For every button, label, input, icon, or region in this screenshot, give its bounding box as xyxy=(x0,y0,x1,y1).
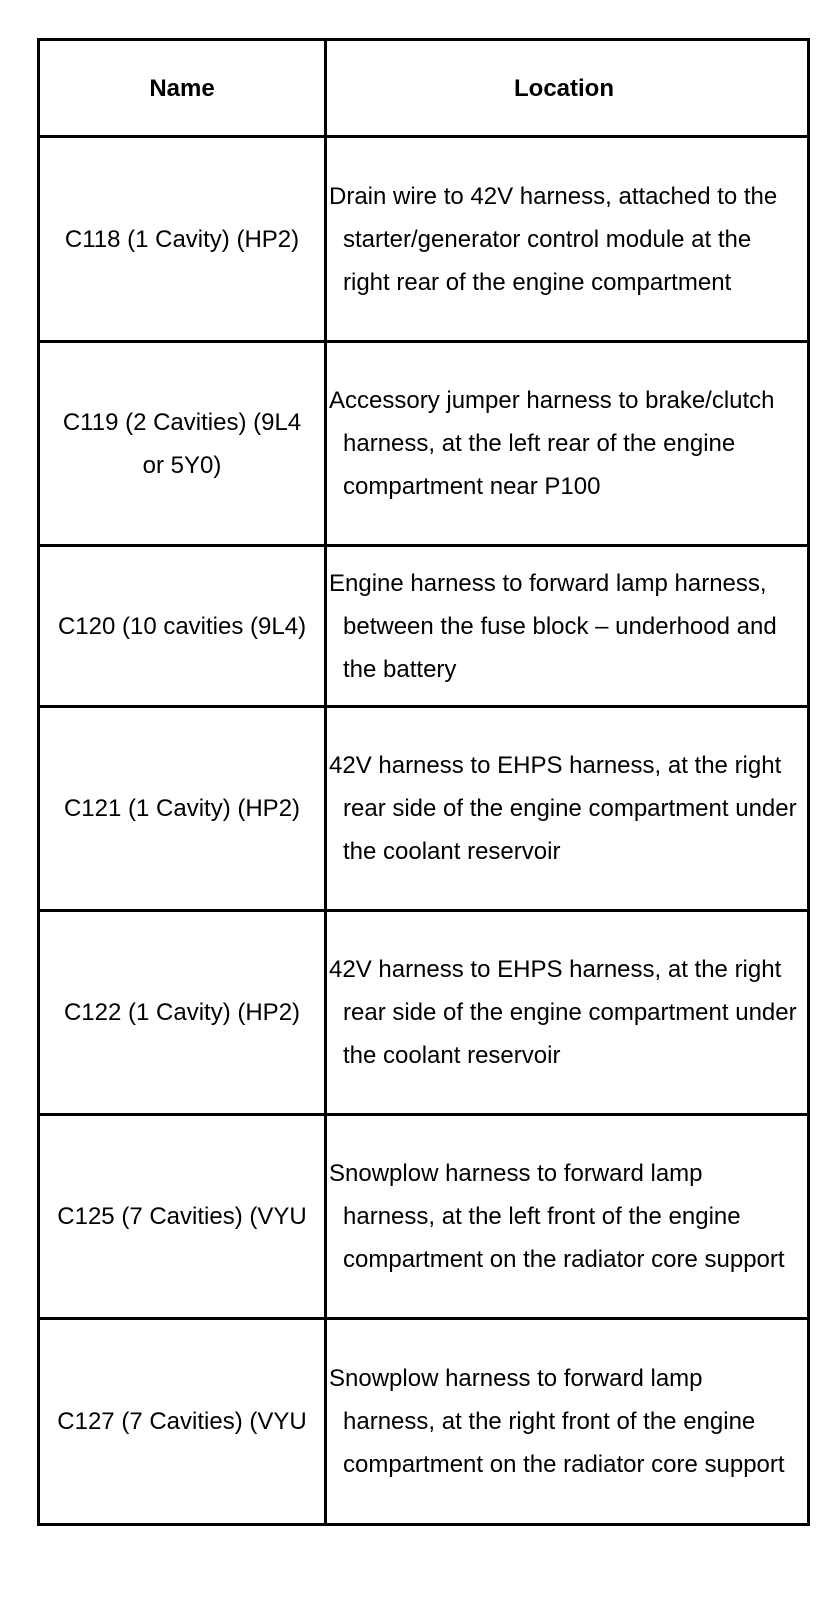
connector-location-cell xyxy=(327,1320,810,1523)
column-header-location: Location xyxy=(327,41,810,135)
connector-location-table xyxy=(37,38,810,1526)
connector-name: C120 (10 cavities (9L4) xyxy=(57,612,307,640)
connector-name: C118 (1 Cavity) (HP2) xyxy=(64,225,300,253)
connector-location: Snowplow harness to forward lamp harness, at the right front of the engine compartment on the radiator core support xyxy=(329,1365,785,1478)
connector-location-cell xyxy=(327,708,810,909)
connector-location-cell xyxy=(327,1116,810,1317)
connector-name-cell xyxy=(40,912,327,1113)
connector-name-cell xyxy=(40,708,327,909)
connector-location-cell xyxy=(327,912,810,1113)
table-row xyxy=(40,343,810,547)
connector-name-line: or 5Y0) xyxy=(142,451,222,479)
column-header-name: Name xyxy=(40,41,327,135)
connector-name-cell xyxy=(40,138,327,340)
table-row xyxy=(40,708,810,912)
table-row xyxy=(40,138,810,343)
table-row xyxy=(40,1320,810,1526)
table-header-row xyxy=(40,41,810,138)
connector-name-cell xyxy=(40,343,327,544)
connector-name-cell xyxy=(40,547,327,705)
connector-name: C125 (7 Cavities) (VYU xyxy=(57,1203,307,1230)
connector-name: C127 (7 Cavities) (VYU xyxy=(57,1408,307,1435)
connector-location: 42V harness to EHPS harness, at the right rear side of the engine compartment under the coolant reservoir xyxy=(329,956,797,1069)
connector-location-cell xyxy=(327,547,810,705)
connector-location-cell xyxy=(327,343,810,544)
connector-name-cell xyxy=(40,1320,327,1523)
connector-location: Accessory jumper harness to brake/clutch harness, at the left rear of the engine compartment near P100 xyxy=(329,387,775,500)
connector-location: Snowplow harness to forward lamp harness, at the left front of the engine compartment on the radiator core support xyxy=(329,1160,785,1273)
connector-location: Drain wire to 42V harness, attached to the starter/generator control module at the right rear of the engine compartment xyxy=(329,182,778,296)
table-row xyxy=(40,547,810,708)
connector-name: C121 (1 Cavity) (HP2) xyxy=(63,795,301,822)
table-row xyxy=(40,912,810,1116)
table-row xyxy=(40,1116,810,1320)
connector-name: C122 (1 Cavity) (HP2) xyxy=(63,999,301,1026)
connector-name xyxy=(40,401,324,487)
connector-name-line: C119 (2 Cavities) (9L4 xyxy=(62,408,302,436)
connector-name-cell xyxy=(40,1116,327,1317)
connector-location: Engine harness to forward lamp harness, between the fuse block – underhood and the battery xyxy=(329,569,777,683)
connector-location-cell xyxy=(327,138,810,340)
connector-location: 42V harness to EHPS harness, at the right rear side of the engine compartment under the coolant reservoir xyxy=(329,752,797,865)
